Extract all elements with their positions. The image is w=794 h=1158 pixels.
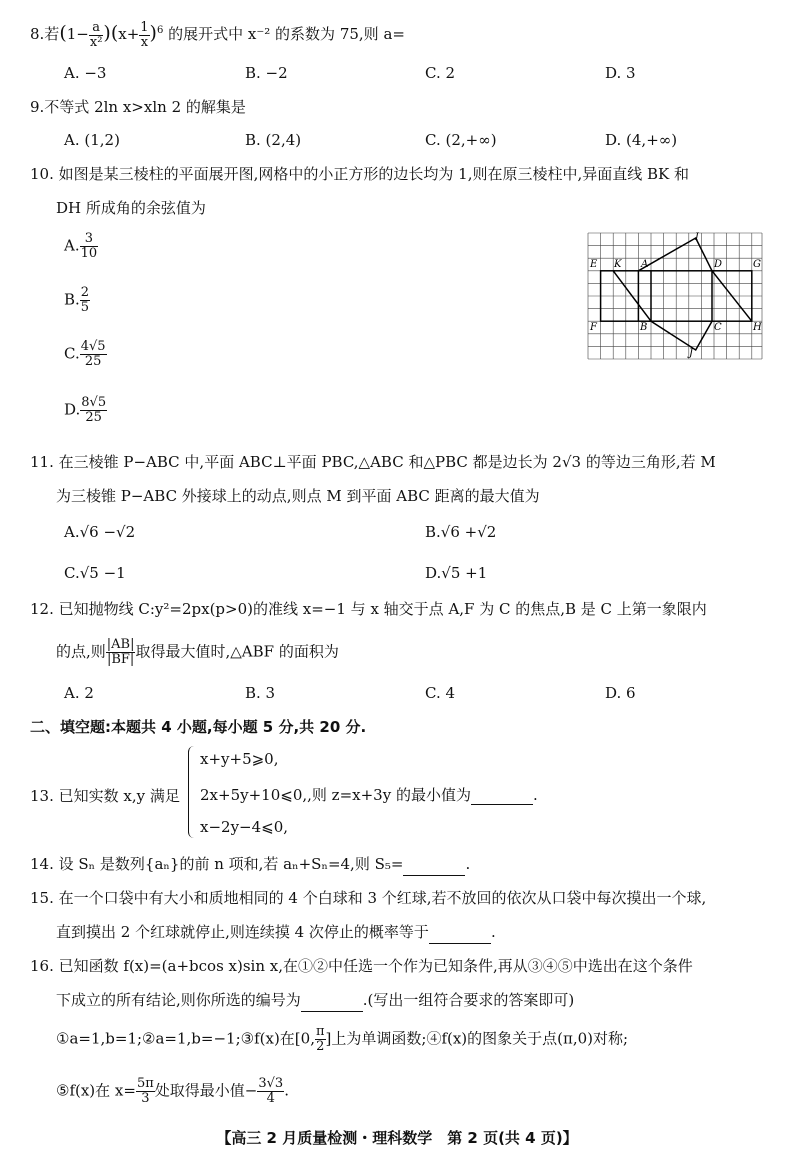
q8-frac-a: $\frac{a}{\text{x²}}$ <box>89 19 103 50</box>
label-D: D <box>714 259 723 270</box>
label-J: J <box>689 348 694 359</box>
label-C: C <box>714 322 722 333</box>
q13-constraint-2: 2x+5y+10⩽0,,则 z=x+3y 的最小值为 . <box>200 786 538 804</box>
q16-stem-line1: 16. 已知函数 f(x)=(a+bcos x)sin x,在①②中任选一个作为已知条件,再从③④⑤中选出在这个条件 <box>30 957 693 975</box>
section-title: 二、填空题:本题共 4 小题,每小题 5 分,共 20 分. <box>30 718 367 736</box>
q8-option-d: D. 3 <box>605 64 636 82</box>
q10-option-b: B. $\frac{2}{5}$ <box>64 285 90 315</box>
q9-option-a: A. (1,2) <box>64 131 120 149</box>
q8-stem: 8.若(1− $\frac{a}{\text{x²}}$ )(x+ $\frac{1}{x}$ )$^6$ 的展开式中 x⁻² 的系数为 75,则 a= <box>30 19 405 50</box>
q11-option-d: D.√5 +1 <box>425 564 488 582</box>
q10-option-d: D. $\frac{8√5}{25}$ <box>64 395 107 425</box>
q12-ratio: $\frac{|AB|}{|BF|}$ <box>106 637 135 667</box>
q15-stem-line2: 直到摸出 2 个红球就停止,则连续摸 4 次停止的概率等于 . <box>56 921 496 944</box>
q9-stem: 9.不等式 2ln x>xln 2 的解集是 <box>30 98 246 116</box>
q13-brace <box>188 746 199 838</box>
q10-option-c: C. $\frac{4√5}{25}$ <box>64 339 106 369</box>
label-G: G <box>753 259 761 270</box>
label-F: F <box>590 322 597 333</box>
q14-stem: 14. 设 Sₙ 是数列{aₙ}的前 n 项和,若 aₙ+Sₙ=4,则 S₅= . <box>30 853 470 876</box>
grid-lines <box>588 233 762 359</box>
q9-option-d: D. (4,+∞) <box>605 131 678 149</box>
label-K: K <box>614 259 622 270</box>
q13-stem-pre: 13. 已知实数 x,y 满足 <box>30 787 180 805</box>
q16-answer-blank[interactable] <box>301 989 363 1012</box>
q14-answer-blank[interactable] <box>403 853 465 876</box>
label-B: B <box>640 322 648 333</box>
q16-frac-min: $\frac{3√3}{4}$ <box>258 1076 284 1106</box>
q10-stem-line2: DH 所成角的余弦值为 <box>56 199 206 217</box>
q10-option-a: A. $\frac{3}{10}$ <box>64 231 98 261</box>
q11-stem-line1: 11. 在三棱锥 P−ABC 中,平面 ABC⊥平面 PBC,△ABC 和△PBC 都是边长为 2√3 的等边三角形,若 M <box>30 453 716 471</box>
q8-option-c: C. 2 <box>425 64 456 82</box>
q12-option-a: A. 2 <box>64 684 94 702</box>
label-H: H <box>753 322 762 333</box>
q12-option-c: C. 4 <box>425 684 456 702</box>
q9-option-c: C. (2,+∞) <box>425 131 497 149</box>
q15-answer-blank[interactable] <box>429 921 491 944</box>
q16-frac-pi2: $\frac{\pi}{2}$ <box>315 1024 325 1054</box>
label-E: E <box>590 259 598 270</box>
page-footer: 【高三 2 月质量检测・理科数学 第 2 页(共 4 页)】 <box>216 1129 578 1147</box>
q15-stem-line1: 15. 在一个口袋中有大小和质地相同的 4 个白球和 3 个红球,若不放回的依次从口袋中每次摸出一个球, <box>30 889 707 907</box>
q13-constraint-3: x−2y−4⩽0, <box>200 818 289 836</box>
q13-answer-blank[interactable] <box>471 786 533 805</box>
q13-constraint-1: x+y+5⩾0, <box>200 750 279 768</box>
prism-net-figure <box>585 230 765 362</box>
label-I: I <box>695 232 699 243</box>
q16-conditions: ①a=1,b=1;②a=1,b=−1;③f(x)在[0, $\frac{\pi}{2}$ ]上为单调函数;④f(x)的图象关于点(π,0)对称; <box>56 1024 629 1054</box>
q16-frac-5pi3: $\frac{5\pi}{3}$ <box>136 1076 154 1106</box>
q12-option-b: B. 3 <box>245 684 276 702</box>
q12-stem-line2: 的点,则 $\frac{|AB|}{|BF|}$ 取得最大值时,△ABF 的面积为 <box>56 637 339 667</box>
q11-option-b: B.√6 +√2 <box>425 523 497 541</box>
q11-option-c: C.√5 −1 <box>64 564 126 582</box>
q9-option-b: B. (2,4) <box>245 131 302 149</box>
q16-stem-line2: 下成立的所有结论,则你所选的编号为 .(写出一组符合要求的答案即可) <box>56 989 574 1012</box>
q10-stem-line1: 10. 如图是某三棱柱的平面展开图,网格中的小正方形的边长均为 1,则在原三棱柱中,异面直线 BK 和 <box>30 165 690 183</box>
q16-conclusion-5: ⑤f(x)在 x= $\frac{5\pi}{3}$ 处取得最小值− $\frac{3√3}{4}$ . <box>56 1076 289 1106</box>
label-A: A <box>641 259 649 270</box>
q11-option-a: A.√6 −√2 <box>64 523 136 541</box>
q12-stem-line1: 12. 已知抛物线 C:y²=2px(p>0)的准线 x=−1 与 x 轴交于点 A,F 为 C 的焦点,B 是 C 上第一象限内 <box>30 600 707 618</box>
q8-frac-1x: $\frac{1}{x}$ <box>140 19 149 50</box>
q11-stem-line2: 为三棱锥 P−ABC 外接球上的动点,则点 M 到平面 ABC 距离的最大值为 <box>56 487 540 505</box>
q8-option-b: B. −2 <box>245 64 288 82</box>
q12-option-d: D. 6 <box>605 684 636 702</box>
q8-option-a: A. −3 <box>64 64 107 82</box>
